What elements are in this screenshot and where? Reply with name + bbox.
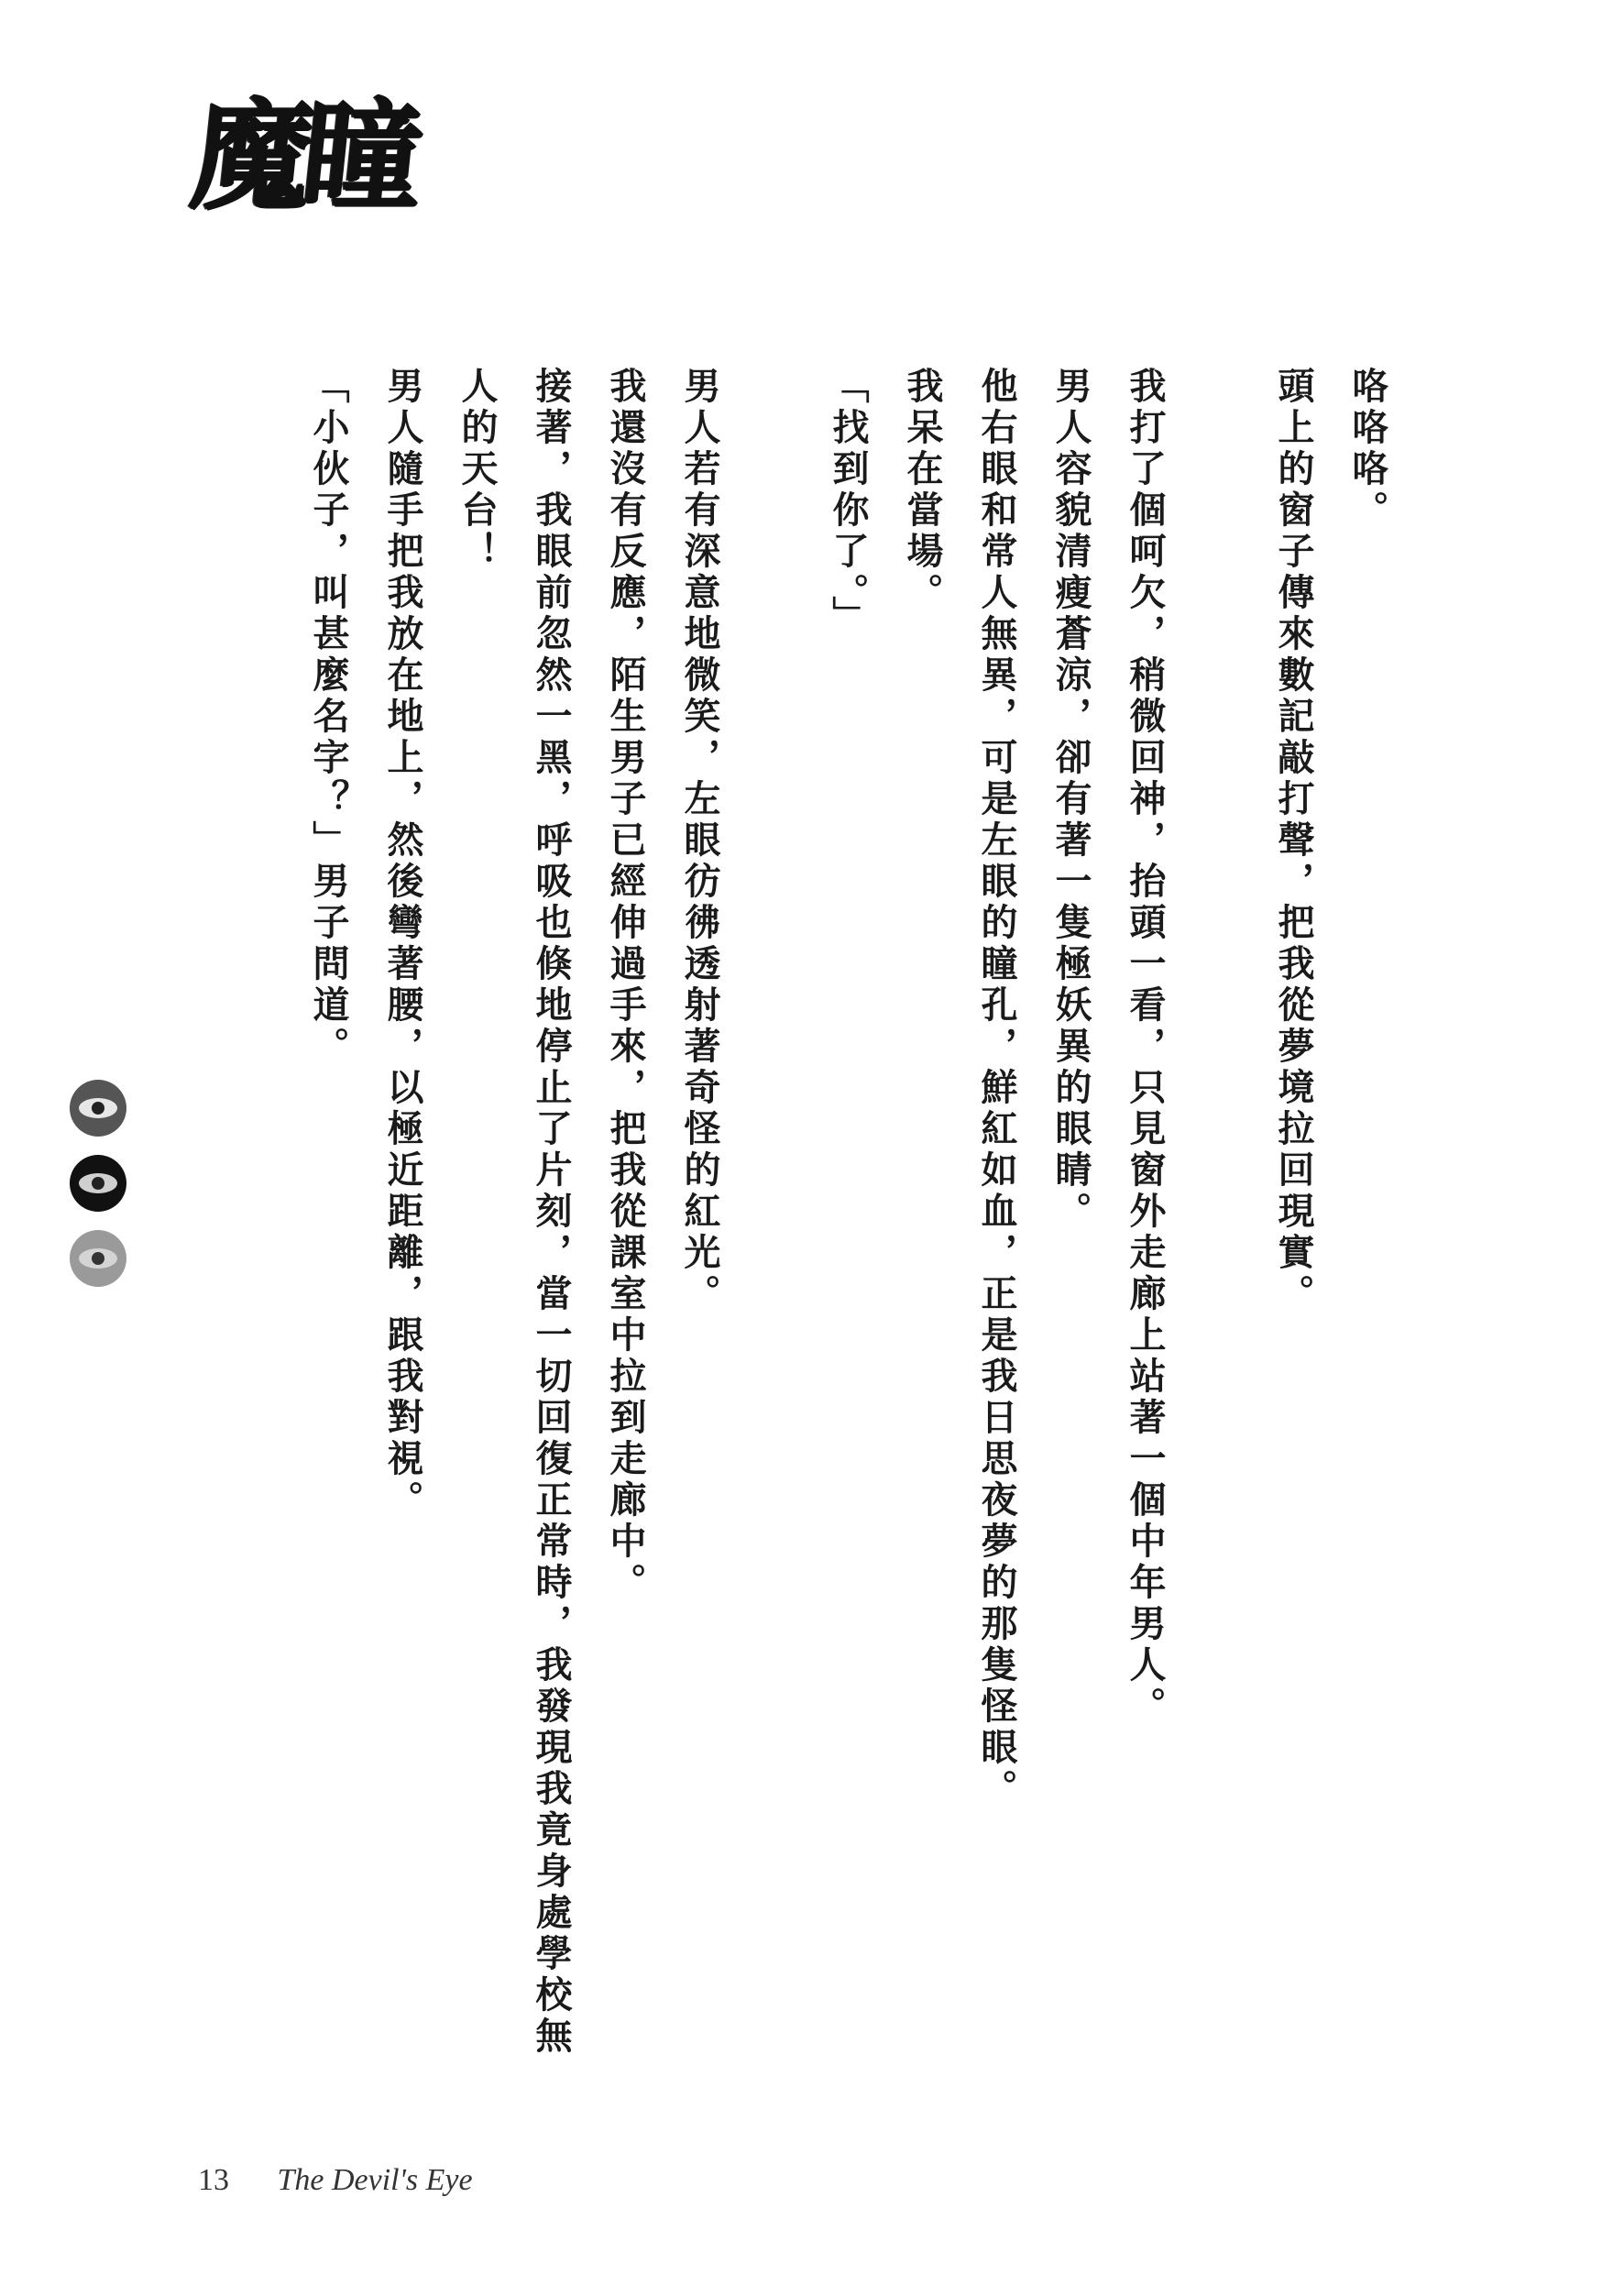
paragraph: 他右眼和常人無異，可是左眼的瞳孔，鮮紅如血，正是我日思夜夢的那隻怪眼。	[975, 367, 1017, 1810]
eye-icon	[70, 1230, 126, 1287]
eye-icon	[70, 1155, 126, 1212]
paragraph: 接著，我眼前忽然一黑，呼吸也倏地停止了片刻，當一切回復正常時，我發現我竟身處學校無人的天台！	[455, 367, 572, 2058]
eye-decorations	[70, 1080, 128, 1305]
eye-icon	[70, 1080, 126, 1137]
paragraph: 咯咯咯。	[1346, 367, 1388, 532]
paragraph: 我呆在當場。	[901, 367, 943, 614]
paragraph: 「小伙子，叫甚麼名字？」男子問道。	[307, 367, 349, 1068]
vertical-body-text	[216, 367, 1404, 2090]
paragraph: 男人容貌清瘦蒼涼，卻有著一隻極妖異的眼睛。	[1049, 367, 1092, 1233]
title-logo	[185, 82, 467, 229]
running-title: The Devil's Eye	[277, 2163, 473, 2197]
paragraph: 「找到你了。」	[827, 367, 869, 637]
paragraph: 我還沒有反應，陌生男子已經伸過手來，把我從課室中拉到走廊中。	[604, 367, 646, 1604]
page-footer	[198, 2163, 473, 2198]
paragraph: 我打了個呵欠，稍微回神，抬頭一看，只見窗外走廊上站著一個中年男人。	[1124, 367, 1166, 1728]
paragraph: 男人隨手把我放在地上，然後彎著腰，以極近距離，跟我對視。	[381, 367, 423, 1521]
page-number: 13	[198, 2163, 229, 2197]
paragraph: 頭上的窗子傳來數記敲打聲，把我從夢境拉回現實。	[1272, 367, 1314, 1315]
paragraph: 男人若有深意地微笑，左眼彷彿透射著奇怪的紅光。	[678, 367, 720, 1315]
logo-text: 魔瞳	[185, 85, 421, 225]
